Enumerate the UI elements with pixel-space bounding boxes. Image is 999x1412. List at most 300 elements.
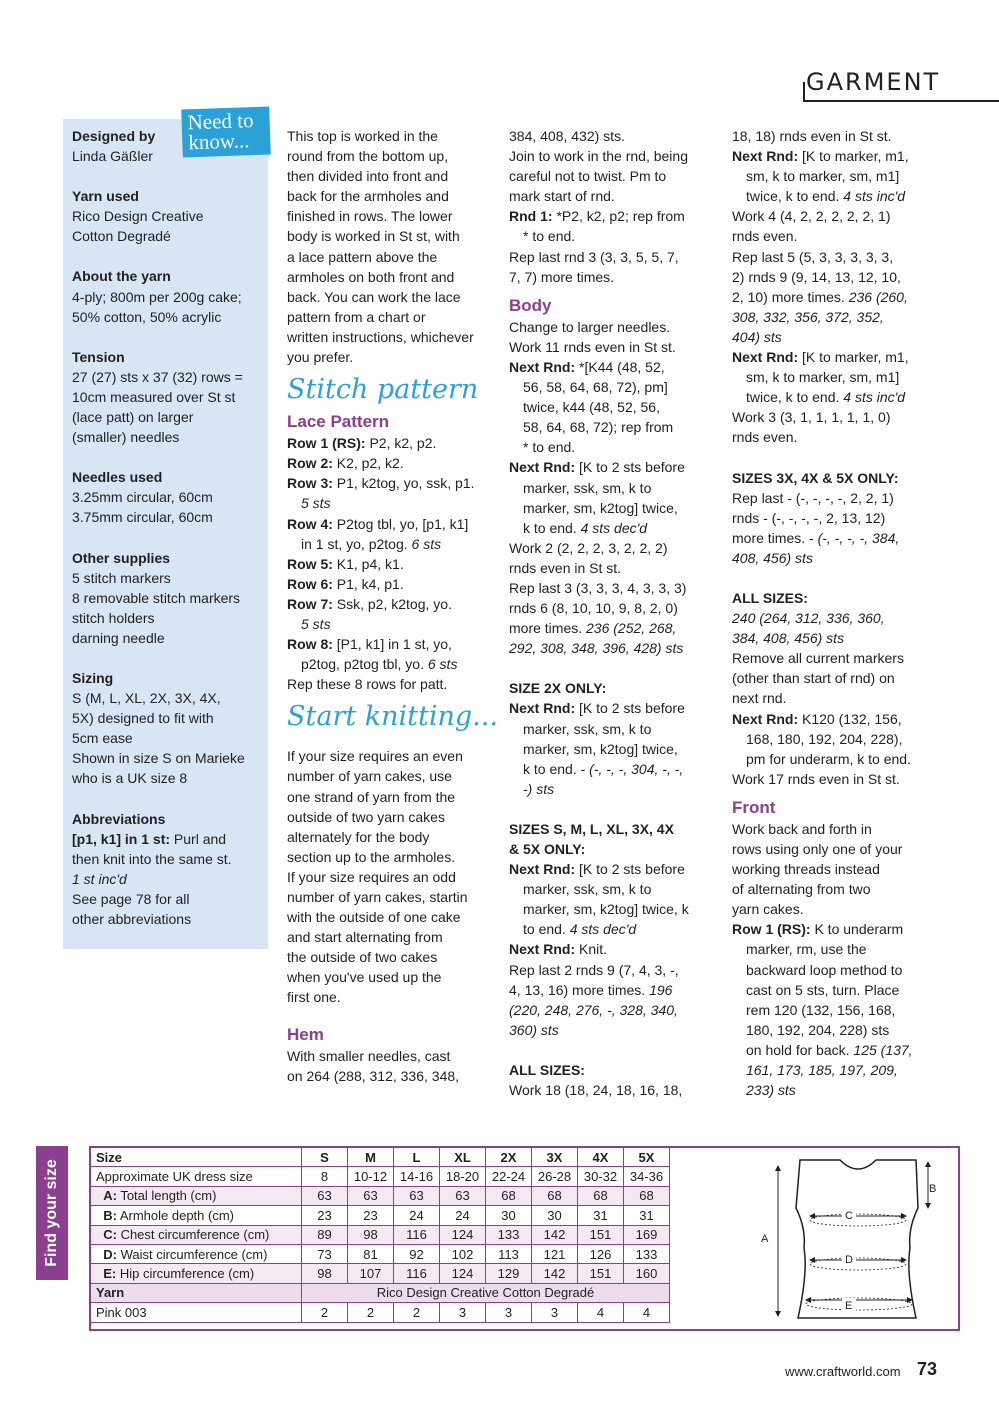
instruction-text: [K to 2 sts before xyxy=(575,700,685,717)
front-heading: Front xyxy=(732,797,776,817)
sizes-heading: SIZES 3X, 4X & 5X ONLY: xyxy=(732,469,899,486)
lace-row-cont xyxy=(287,534,502,554)
table-cell: 92 xyxy=(394,1244,440,1263)
stitch-count: 161, 173, 185, 197, 209, xyxy=(746,1062,898,1079)
intro-line: body is worked in St st, with xyxy=(287,228,460,245)
needles-line: 3.75mm circular, 60cm xyxy=(72,509,213,526)
stitch-count: 404) sts xyxy=(732,328,782,345)
yarn-line: number of yarn cakes, use xyxy=(287,768,452,785)
sizing-line: 5cm ease xyxy=(72,730,133,747)
table-header-cell: M xyxy=(348,1148,394,1167)
intro-line: pattern from a chart or xyxy=(287,308,426,325)
badge-line: know... xyxy=(187,128,250,155)
lace-row xyxy=(287,453,502,473)
table-cell: 30-32 xyxy=(578,1167,624,1186)
stitch-count: 5 sts xyxy=(301,615,331,632)
table-cell: 63 xyxy=(394,1186,440,1205)
instruction-text: on hold for back. xyxy=(746,1041,854,1058)
text-line: rnds even in St st. xyxy=(509,559,622,576)
instruction-label: Next Rnd: xyxy=(732,148,799,165)
table-cell: 98 xyxy=(348,1225,394,1244)
tension-line: 10cm measured over St st xyxy=(72,388,236,405)
instruction-line xyxy=(509,206,724,226)
tension-heading: Tension xyxy=(72,348,125,365)
instruction-text: 2, 10) more times. xyxy=(732,288,849,305)
text-line: marker, ssk, sm, k to xyxy=(523,881,652,898)
row-text: P2tog tbl, yo, [p1, k1] xyxy=(332,515,469,532)
diagram-label-e: E xyxy=(845,1300,853,1312)
table-cell: 31 xyxy=(624,1206,670,1225)
table-cell: 63 xyxy=(302,1186,348,1205)
text-line: Work 17 rnds even in St st. xyxy=(732,770,900,787)
row-text: in 1 st, yo, p2tog. xyxy=(301,535,412,552)
lace-row xyxy=(287,554,502,574)
stitch-count: 5 sts xyxy=(301,495,331,512)
diagram-label-b: B xyxy=(929,1183,937,1195)
table-cell: 4 xyxy=(578,1303,624,1322)
text-line: twice, k44 (48, 52, 56, xyxy=(523,399,660,416)
intro-line: finished in rows. The lower xyxy=(287,208,453,225)
text-line: careful not to twist. Pm to xyxy=(509,168,667,185)
table-row-label xyxy=(91,1186,302,1205)
intro-line: round from the bottom up, xyxy=(287,148,449,165)
section-title: GARMENT xyxy=(806,68,941,96)
table-cell: 10-12 xyxy=(348,1167,394,1186)
row-label: Row 4: xyxy=(287,515,333,532)
text-line: * to end. xyxy=(523,439,576,456)
table-cell: 160 xyxy=(624,1264,670,1283)
row-label: Row 2: xyxy=(287,455,333,472)
table-cell: 73 xyxy=(302,1244,348,1263)
yarn-line: outside of two yarn cakes xyxy=(287,808,445,825)
column-2 xyxy=(509,126,724,1100)
stitch-count: 4 sts dec'd xyxy=(580,519,648,536)
row-label: Row 6: xyxy=(287,575,333,592)
lace-row xyxy=(287,473,502,493)
stitch-count: 6 sts xyxy=(411,535,442,552)
row-label: Row 7: xyxy=(287,595,333,612)
row-text: Ssk, p2, k2tog, yo. xyxy=(332,595,452,612)
table-cell: 133 xyxy=(624,1244,670,1263)
page-number: 73 xyxy=(917,1359,938,1379)
text-line: Change to larger needles. xyxy=(509,318,671,335)
table-cell: 129 xyxy=(486,1264,532,1283)
instruction-line xyxy=(509,357,724,377)
abbreviation-line: See page 78 for all xyxy=(72,890,190,907)
stitch-count: 240 (264, 312, 336, 360, xyxy=(732,610,885,627)
instruction-line xyxy=(509,457,724,477)
table-row-label xyxy=(91,1225,302,1244)
text-line: Remove all current markers xyxy=(732,650,904,667)
table-header-cell: XL xyxy=(440,1148,486,1167)
hem-heading: Hem xyxy=(287,1024,324,1044)
text-line: 58, 64, 68, 72); rep from xyxy=(523,419,674,436)
section-rule xyxy=(803,100,999,102)
other-supplies-heading: Other supplies xyxy=(72,549,171,566)
sizing-line: who is a UK size 8 xyxy=(72,770,188,787)
stitch-count: 292, 308, 348, 396, 428) sts xyxy=(509,640,684,657)
table-cell: 3 xyxy=(486,1303,532,1322)
text-line: 18, 18) rnds even in St st. xyxy=(732,128,892,144)
sizing-heading: Sizing xyxy=(72,669,114,686)
instruction-text: [K to marker, m1, xyxy=(798,148,909,165)
measurement-letter: D: xyxy=(103,1246,117,1262)
table-row xyxy=(91,1186,670,1205)
stitch-pattern-heading: Stitch pattern xyxy=(287,374,479,406)
instruction-line xyxy=(732,709,957,729)
table-cell: 2 xyxy=(302,1303,348,1322)
measurement-name: Hip circumference (cm) xyxy=(116,1266,255,1282)
text-line: * to end. xyxy=(523,228,576,245)
text-line: 56, 58, 64, 68, 72), pm] xyxy=(523,379,668,396)
instruction-line xyxy=(509,859,724,879)
table-row-label xyxy=(91,1244,302,1263)
table-cell: 68 xyxy=(624,1186,670,1205)
sizing-line: 5X) designed to fit with xyxy=(72,710,214,727)
lace-row-cont xyxy=(287,654,502,674)
yarn-line: section up to the armholes. xyxy=(287,848,456,865)
intro-line: then divided into front and xyxy=(287,168,449,185)
text-line: 168, 180, 192, 204, 228), xyxy=(746,730,903,747)
yarn-line: the outside of two cakes xyxy=(287,949,438,966)
table-row-label xyxy=(91,1206,302,1225)
text-line: of alternating from two xyxy=(732,881,871,898)
abbreviation-text: Purl and xyxy=(170,830,227,847)
table-cell: 124 xyxy=(440,1225,486,1244)
supplies-line: darning needle xyxy=(72,629,165,646)
measurement-letter: C: xyxy=(103,1227,117,1243)
table-header-cell: Size xyxy=(91,1148,302,1167)
table-cell: 63 xyxy=(348,1186,394,1205)
all-sizes-heading: ALL SIZES: xyxy=(509,1061,585,1078)
table-cell: 124 xyxy=(440,1264,486,1283)
repeat-line: Rep these 8 rows for patt. xyxy=(287,676,448,693)
table-cell: 116 xyxy=(394,1225,440,1244)
hem-line: on 264 (288, 312, 336, 348, xyxy=(287,1067,460,1084)
instruction-text: to end. xyxy=(523,921,570,938)
table-cell: 126 xyxy=(578,1244,624,1263)
intro-line: you prefer. xyxy=(287,349,354,366)
text-line: marker, sm, k2tog] twice, xyxy=(523,499,678,516)
table-cell: 102 xyxy=(440,1244,486,1263)
text-line: Rep last - (-, -, -, -, 2, 2, 1) xyxy=(732,489,894,506)
sizes-heading: & 5X ONLY: xyxy=(509,841,586,857)
find-your-size-tab xyxy=(36,1146,68,1280)
stitch-count: (220, 248, 276, -, 328, 340, xyxy=(509,1001,678,1018)
supplies-line: stitch holders xyxy=(72,609,155,626)
text-line: marker, ssk, sm, k to xyxy=(523,479,652,496)
row-label: Row 5: xyxy=(287,555,333,572)
stitch-count: 4 sts inc'd xyxy=(843,188,906,205)
instruction-text: more times. - xyxy=(732,529,818,546)
abbreviation-line: other abbreviations xyxy=(72,911,192,927)
table-header-cell: 2X xyxy=(486,1148,532,1167)
lace-pattern-heading: Lace Pattern xyxy=(287,412,390,432)
table-header-cell: 3X xyxy=(532,1148,578,1167)
table-cell: 121 xyxy=(532,1244,578,1263)
instruction-line xyxy=(732,146,957,166)
row-text: [P1, k1] in 1 st, yo, xyxy=(332,636,452,653)
measurement-letter: E: xyxy=(103,1266,117,1282)
stitch-count: 6 sts xyxy=(427,656,458,673)
yarn-used-line: Cotton Degradé xyxy=(72,228,171,245)
table-cell: 2 xyxy=(394,1303,440,1322)
yarn-line: with the outside of one cake xyxy=(287,909,461,926)
measurement-letter: B: xyxy=(103,1207,117,1223)
text-line: rnds even. xyxy=(732,228,798,245)
abbreviation-term: [p1, k1] in 1 st: xyxy=(72,830,171,847)
designed-by-heading: Designed by xyxy=(72,128,156,144)
table-cell: 31 xyxy=(578,1206,624,1225)
needles-heading: Needles used xyxy=(72,469,163,486)
about-yarn-line: 50% cotton, 50% acrylic xyxy=(72,308,222,325)
text-line: Work back and forth in xyxy=(732,820,872,837)
text-line: sm, k to marker, sm, m1] xyxy=(746,369,900,386)
row-label: Row 1 (RS): xyxy=(287,435,366,452)
yarn-line: If your size requires an even xyxy=(287,748,463,765)
body-heading: Body xyxy=(509,295,552,315)
text-line: 180, 192, 204, 228) sts xyxy=(746,1021,890,1038)
text-line: marker, sm, k2tog] twice, k xyxy=(523,901,689,918)
table-cell: 26-28 xyxy=(532,1167,578,1186)
table-row xyxy=(91,1225,670,1244)
text-line: next rnd. xyxy=(732,690,787,707)
designer-name: Linda Gäßler xyxy=(72,148,153,165)
row-label: Row 8: xyxy=(287,636,333,653)
table-cell: 68 xyxy=(578,1186,624,1205)
text-line xyxy=(732,287,957,307)
start-knitting-heading: Start knitting... xyxy=(287,701,498,733)
text-line: 2) rnds 9 (9, 14, 13, 12, 10, xyxy=(732,268,901,285)
intro-line: armholes on both front and xyxy=(287,268,455,285)
instruction-label: Row 1 (RS): xyxy=(732,921,811,938)
table-cell: 22-24 xyxy=(486,1167,532,1186)
stitch-count: 408, 456) sts xyxy=(732,549,813,566)
table-row xyxy=(91,1244,670,1263)
sizing-line: S (M, L, XL, 2X, 3X, 4X, xyxy=(72,690,221,707)
size-table xyxy=(90,1147,670,1323)
column-3 xyxy=(732,126,957,1100)
text-line: Rep last 3 (3, 3, 3, 4, 3, 3, 3) xyxy=(509,579,687,596)
badge-line: Need to xyxy=(187,108,254,135)
yarn-used-line: Rico Design Creative xyxy=(72,208,204,225)
text-line xyxy=(732,1040,957,1060)
diagram-label-c: C xyxy=(845,1210,853,1222)
table-cell: 30 xyxy=(532,1206,578,1225)
row-text: P1, k2tog, yo, ssk, p1. xyxy=(332,475,475,492)
table-cell: 4 xyxy=(624,1303,670,1322)
table-row-label xyxy=(91,1264,302,1283)
size-2x-heading: SIZE 2X ONLY: xyxy=(509,680,607,697)
instruction-text: *[K44 (48, 52, xyxy=(575,358,665,375)
abbreviation-line: then knit into the same st. xyxy=(72,850,232,867)
diagram-label-a: A xyxy=(761,1233,769,1245)
text-line xyxy=(732,528,957,548)
table-cell: 116 xyxy=(394,1264,440,1283)
yarn-line: number of yarn cakes, startin xyxy=(287,889,468,905)
hem-line: With smaller needles, cast xyxy=(287,1047,451,1064)
table-cell: 151 xyxy=(578,1264,624,1283)
yarn-line: If your size requires an odd xyxy=(287,868,456,885)
stitch-count: 236 (252, 268, xyxy=(586,620,677,637)
table-cell: 8 xyxy=(302,1167,348,1186)
text-line xyxy=(509,919,724,939)
measurement-letter: A: xyxy=(103,1188,117,1204)
table-cell: 23 xyxy=(302,1206,348,1225)
column-1 xyxy=(287,126,502,1086)
instruction-label: Next Rnd: xyxy=(509,358,576,375)
yarn-name: Rico Design Creative Cotton Degradé xyxy=(302,1283,670,1302)
text-line: marker, ssk, sm, k to xyxy=(523,720,652,737)
instruction-label: Next Rnd: xyxy=(509,459,576,476)
text-line: working threads instead xyxy=(732,861,880,878)
text-line: rnds 6 (8, 10, 10, 9, 8, 2, 0) xyxy=(509,600,678,617)
sizes-heading: SIZES S, M, L, XL, 3X, 4X xyxy=(509,820,674,837)
instruction-label: Next Rnd: xyxy=(509,941,576,958)
table-cell: 30 xyxy=(486,1206,532,1225)
text-line: mark start of rnd. xyxy=(509,188,615,205)
table-header-cell: S xyxy=(302,1148,348,1167)
tension-line: 27 (27) sts x 37 (32) rows = xyxy=(72,368,243,385)
table-cell: 68 xyxy=(532,1186,578,1205)
table-cell: 113 xyxy=(486,1244,532,1263)
abbreviation-line: 1 st inc'd xyxy=(72,870,127,887)
yarn-line: first one. xyxy=(287,989,341,1006)
need-to-know-content xyxy=(72,126,268,929)
measurement-name: Waist circumference (cm) xyxy=(116,1246,268,1262)
yarn-line: alternately for the body xyxy=(287,828,430,845)
text-line: rem 120 (132, 156, 168, xyxy=(746,1001,896,1018)
table-cell: 14-16 xyxy=(394,1167,440,1186)
stitch-count: 4 sts inc'd xyxy=(843,389,906,406)
stitch-count: -) sts xyxy=(523,780,555,797)
row-text: P2, k2, p2. xyxy=(365,435,437,452)
text-line: Work 18 (18, 24, 18, 16, 18, xyxy=(509,1082,683,1099)
row-label: Row 3: xyxy=(287,475,333,492)
footer-url: www.craftworld.com xyxy=(785,1364,901,1379)
about-yarn-heading: About the yarn xyxy=(72,268,171,285)
table-cell: 24 xyxy=(394,1206,440,1225)
supplies-line: 5 stitch markers xyxy=(72,569,171,586)
table-header-cell: L xyxy=(394,1148,440,1167)
instruction-text: 4, 13, 16) more times. xyxy=(509,981,650,998)
diagram-label-d: D xyxy=(845,1254,853,1266)
stitch-count: (-, -, -, -, 384, xyxy=(817,529,900,546)
row-text: K1, p4, k1. xyxy=(332,555,404,572)
intro-line: back for the armholes and xyxy=(287,188,449,205)
stitch-count: 236 (260, xyxy=(848,288,908,305)
instruction-line xyxy=(732,919,957,939)
table-cell: 23 xyxy=(348,1206,394,1225)
table-row xyxy=(91,1206,670,1225)
lace-row xyxy=(287,514,502,534)
text-line: marker, rm, use the xyxy=(746,941,867,958)
text-line: pm for underarm, k to end. xyxy=(746,750,911,767)
stitch-count: (-, -, -, 304, -, -, xyxy=(589,760,684,777)
row-text: P1, k4, p1. xyxy=(332,575,404,592)
text-line: backward loop method to xyxy=(746,961,903,978)
intro-line: a lace pattern above the xyxy=(287,248,438,265)
instruction-line xyxy=(509,939,724,959)
table-header-row xyxy=(91,1148,670,1167)
measurement-name: Chest circumference (cm) xyxy=(116,1227,270,1243)
yarn-used-heading: Yarn used xyxy=(72,188,139,205)
table-row-label: Pink 003 xyxy=(91,1303,302,1322)
table-cell: 34-36 xyxy=(624,1167,670,1186)
lace-row xyxy=(287,594,502,614)
instruction-text: K to underarm xyxy=(810,921,904,938)
measurement-name: Total length (cm) xyxy=(116,1188,217,1204)
needles-line: 3.25mm circular, 60cm xyxy=(72,489,213,506)
text-line xyxy=(509,518,724,538)
text-line: (other than start of rnd) on xyxy=(732,670,895,687)
text-line: 7, 7) more times. xyxy=(509,268,615,285)
text-line xyxy=(509,980,724,1000)
table-cell: 89 xyxy=(302,1225,348,1244)
instruction-line xyxy=(732,347,957,367)
text-line: marker, sm, k2tog] twice, xyxy=(523,740,678,757)
instruction-text: [K to 2 sts before xyxy=(575,459,685,476)
garment-schematic xyxy=(748,1148,958,1330)
table-cell: 81 xyxy=(348,1244,394,1263)
table-cell: 2 xyxy=(348,1303,394,1322)
instruction-text: *P2, k2, p2; rep from xyxy=(552,208,685,225)
text-line: Rep last rnd 3 (3, 3, 5, 5, 7, xyxy=(509,248,679,265)
table-row xyxy=(91,1264,670,1283)
text-line: Rep last 5 (5, 3, 3, 3, 3, 3, xyxy=(732,248,894,265)
lace-row xyxy=(287,433,502,453)
table-row xyxy=(91,1167,670,1186)
instruction-label: Next Rnd: xyxy=(732,710,799,727)
table-cell: 24 xyxy=(440,1206,486,1225)
table-header-cell: 5X xyxy=(624,1148,670,1167)
table-cell: 98 xyxy=(302,1264,348,1283)
text-line: rnds even. xyxy=(732,429,798,446)
table-cell: 169 xyxy=(624,1225,670,1244)
table-row xyxy=(91,1303,670,1322)
text-line: Join to work in the rnd, being xyxy=(509,148,688,165)
text-line: Work 3 (3, 1, 1, 1, 1, 1, 0) xyxy=(732,409,891,426)
table-row xyxy=(91,1283,670,1302)
garment-outline xyxy=(796,1160,918,1318)
table-cell: 142 xyxy=(532,1225,578,1244)
row-text: p2tog, p2tog tbl, yo. xyxy=(301,656,428,673)
table-cell: 142 xyxy=(532,1264,578,1283)
tension-line: (lace patt) on larger xyxy=(72,409,194,426)
text-line: Rep last 2 rnds 9 (7, 4, 3, -, xyxy=(509,961,679,978)
stitch-count: 308, 332, 356, 372, 352, xyxy=(732,308,884,325)
table-row-label: Approximate UK dress size xyxy=(91,1167,302,1186)
text-line xyxy=(732,186,957,206)
stitch-count: 360) sts xyxy=(509,1021,559,1038)
yarn-line: one strand of yarn from the xyxy=(287,788,456,805)
stitch-count: 196 xyxy=(649,981,673,998)
all-sizes-heading: ALL SIZES: xyxy=(732,589,808,606)
section-rule-tick xyxy=(803,82,805,102)
instruction-text: k to end. xyxy=(523,519,581,536)
instruction-label: Rnd 1: xyxy=(509,208,553,225)
text-line xyxy=(509,759,724,779)
stitch-count: 4 sts dec'd xyxy=(569,921,637,938)
instruction-text: more times. xyxy=(509,620,587,637)
text-line: Work 11 rnds even in St st. xyxy=(509,338,676,355)
instruction-text: [K to marker, m1, xyxy=(798,349,909,366)
lace-row xyxy=(287,574,502,594)
intro-line: This top is worked in the xyxy=(287,128,438,144)
text-line: rows using only one of your xyxy=(732,841,903,857)
table-cell: 68 xyxy=(486,1186,532,1205)
stitch-count: 384, 408, 456) sts xyxy=(732,630,845,647)
